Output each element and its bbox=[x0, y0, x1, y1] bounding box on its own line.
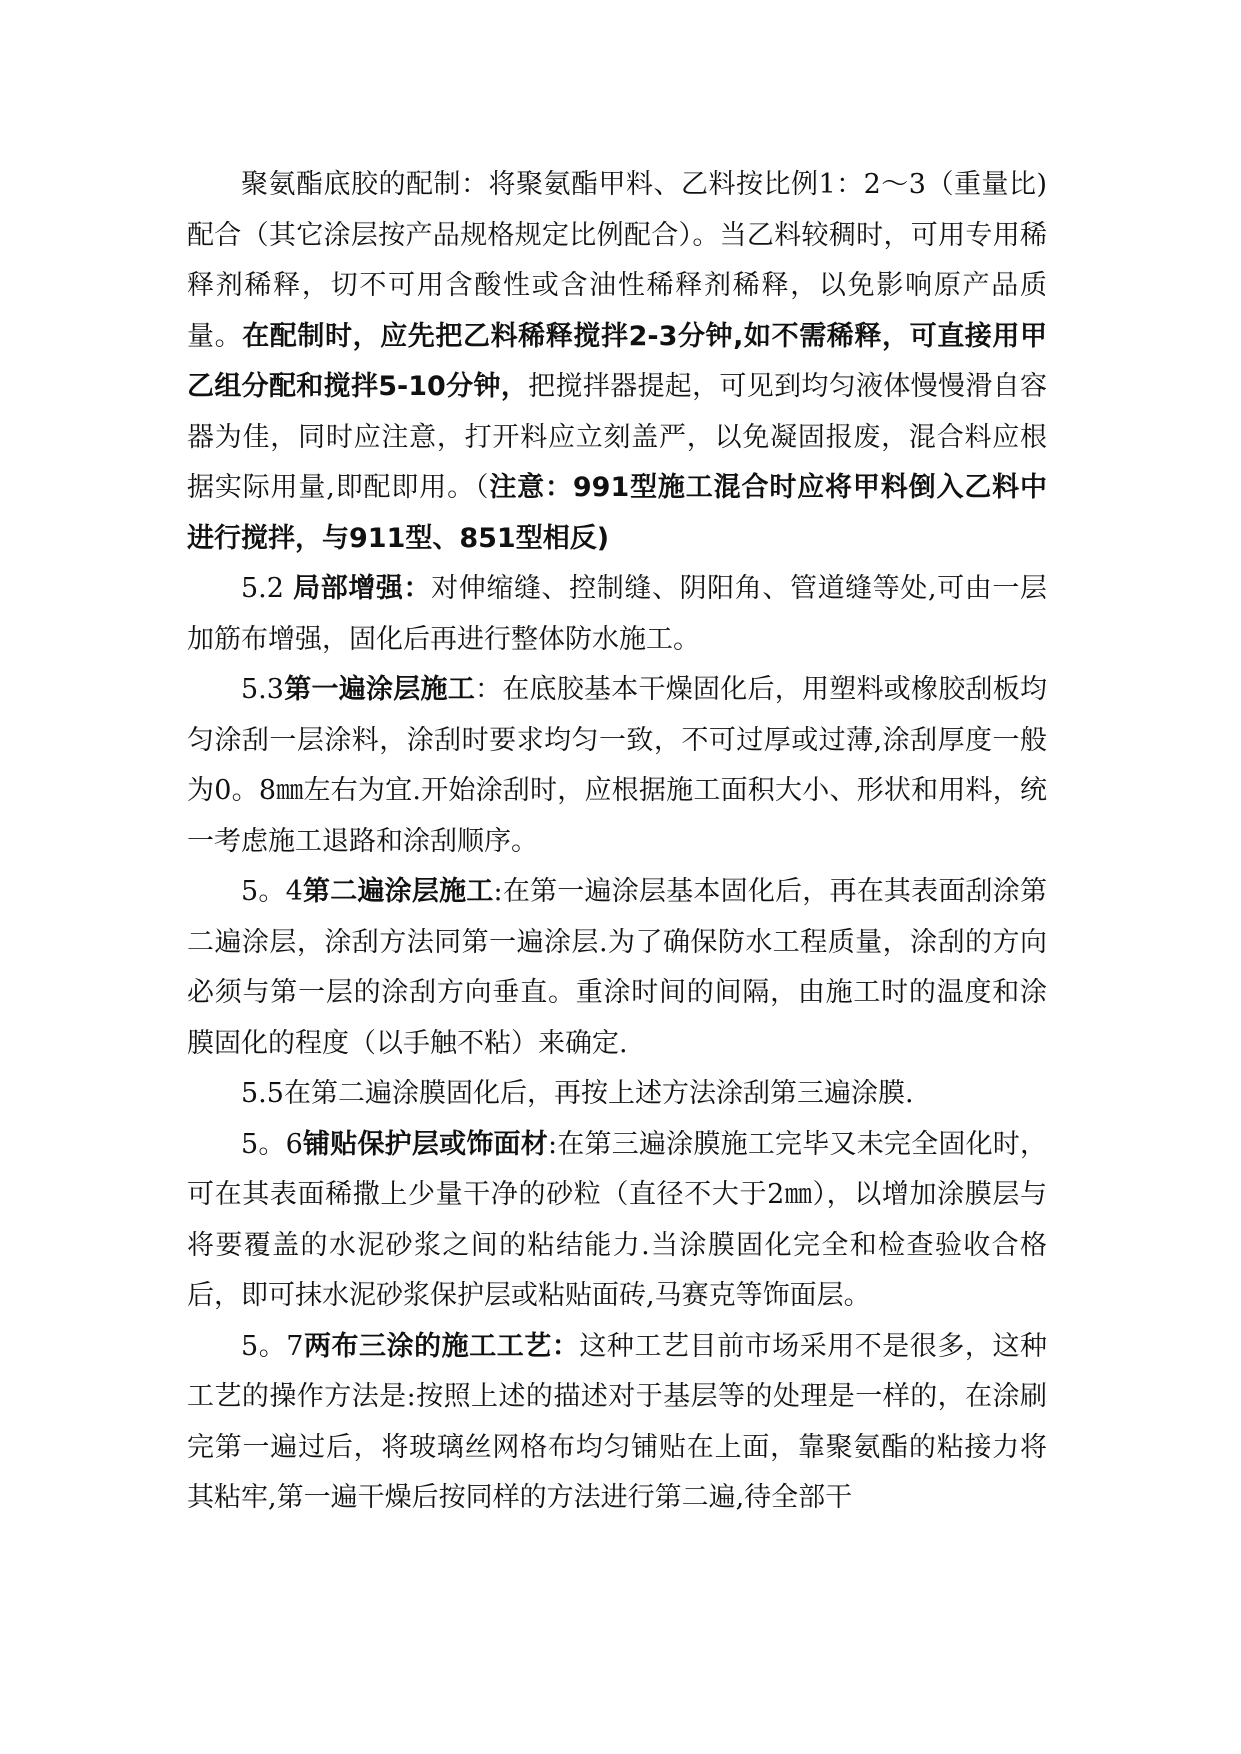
text-run: ：在底胶基本干燥固化后，用塑料或橡胶刮板均匀涂刮一层涂料，涂刮时要求均匀一致，不可过厚或过薄,涂刮厚度一般为0。8㎜左右为宜.开始涂刮时，应根据施工面积大小、形状和用料，统一考虑施工退路和涂刮顺序。 bbox=[187, 674, 1048, 857]
section-number: 5。7 bbox=[241, 1330, 304, 1362]
paragraph-primer-preparation bbox=[187, 160, 1047, 564]
text-run: 对伸缩缝、控制缝、阴阳角、管道缝等处,可由一层加筋布增强，固化后再进行整体防水施工。 bbox=[187, 573, 1047, 655]
text-run: 聚氨酯底胶的配制：将聚氨酯甲料、乙料按比例1：2～3（重量比)配合（其它涂层按产品规格规定比例配合）。当乙料较稠时，可用专用稀释剂稀释，切不可用含酸性或含油性稀释剂稀释，以免影响原产品质量。 bbox=[187, 169, 1047, 352]
paragraph-5-6 bbox=[187, 1120, 1047, 1322]
paragraph-5-5 bbox=[187, 1069, 1047, 1120]
text-run: 5.5在第二遍涂膜固化后，再按上述方法涂刮第三遍涂膜. bbox=[241, 1078, 914, 1109]
section-heading: 局部增强： bbox=[293, 573, 432, 604]
bold-text-run: 在配制时，应先把乙料稀释搅拌2-3分钟,如不需稀释，可直接用甲乙组分配和搅拌5-10分钟， bbox=[187, 320, 1047, 402]
section-heading: 铺贴保护层或饰面材 bbox=[302, 1128, 548, 1160]
text-run: 这种工艺目前市场采用不是很多，这种工艺的操作方法是:按照上述的描述对于基层等的处理是一样的，在涂刷完第一遍过后，将玻璃丝网格布均匀铺贴在上面，靠聚氨酯的粘接力将其粘牢,第一遍干燥后按同样的方法进行第二遍,待全部干 bbox=[187, 1330, 1048, 1513]
section-number: 5。6 bbox=[241, 1128, 303, 1160]
text-run: :在第一遍涂层基本固化后，再在其表面刮涂第二遍涂层，涂刮方法同第一遍涂层.为了确保防水工程质量，涂刮的方向必须与第一层的涂刮方向垂直。重涂时间的间隔，由施工时的温度和涂膜固化的程度（以手触不粘）来确定. bbox=[187, 876, 1047, 1059]
section-heading: 第二遍涂层施工 bbox=[302, 876, 494, 907]
section-number: 5.2 bbox=[241, 573, 294, 604]
text-run: 把搅拌器提起，可见到均匀液体慢慢滑自容器为佳，同时应注意，打开料应立刻盖严，以免凝固报废，混合料应根据实际用量,即配即用。（ bbox=[187, 371, 1047, 503]
paragraph-5-7 bbox=[187, 1322, 1047, 1524]
paragraph-5-2 bbox=[187, 564, 1047, 665]
paragraph-5-4 bbox=[187, 867, 1047, 1069]
document-body bbox=[187, 160, 1047, 1524]
section-number: 5.3 bbox=[241, 674, 284, 705]
paragraph-5-3 bbox=[187, 665, 1047, 867]
section-heading: 第一遍涂层施工 bbox=[283, 674, 475, 705]
text-run: :在第三遍涂膜施工完毕又未完全固化时，可在其表面稀撒上少量干净的砂粒（直径不大于2㎜），以增加涂膜层与将要覆盖的水泥砂浆之间的粘结能力.当涂膜固化完全和检查验收合格后，即可抹水泥砂浆保护层或粘贴面砖,马赛克等饰面层。 bbox=[187, 1128, 1047, 1311]
bold-text-run: 注意：991型施工混合时应将甲料倒入乙料中进行搅拌，与911型、851型相反) bbox=[187, 472, 1047, 554]
section-heading: 两布三涂的施工工艺： bbox=[303, 1330, 580, 1362]
section-number: 5。4 bbox=[241, 876, 303, 907]
